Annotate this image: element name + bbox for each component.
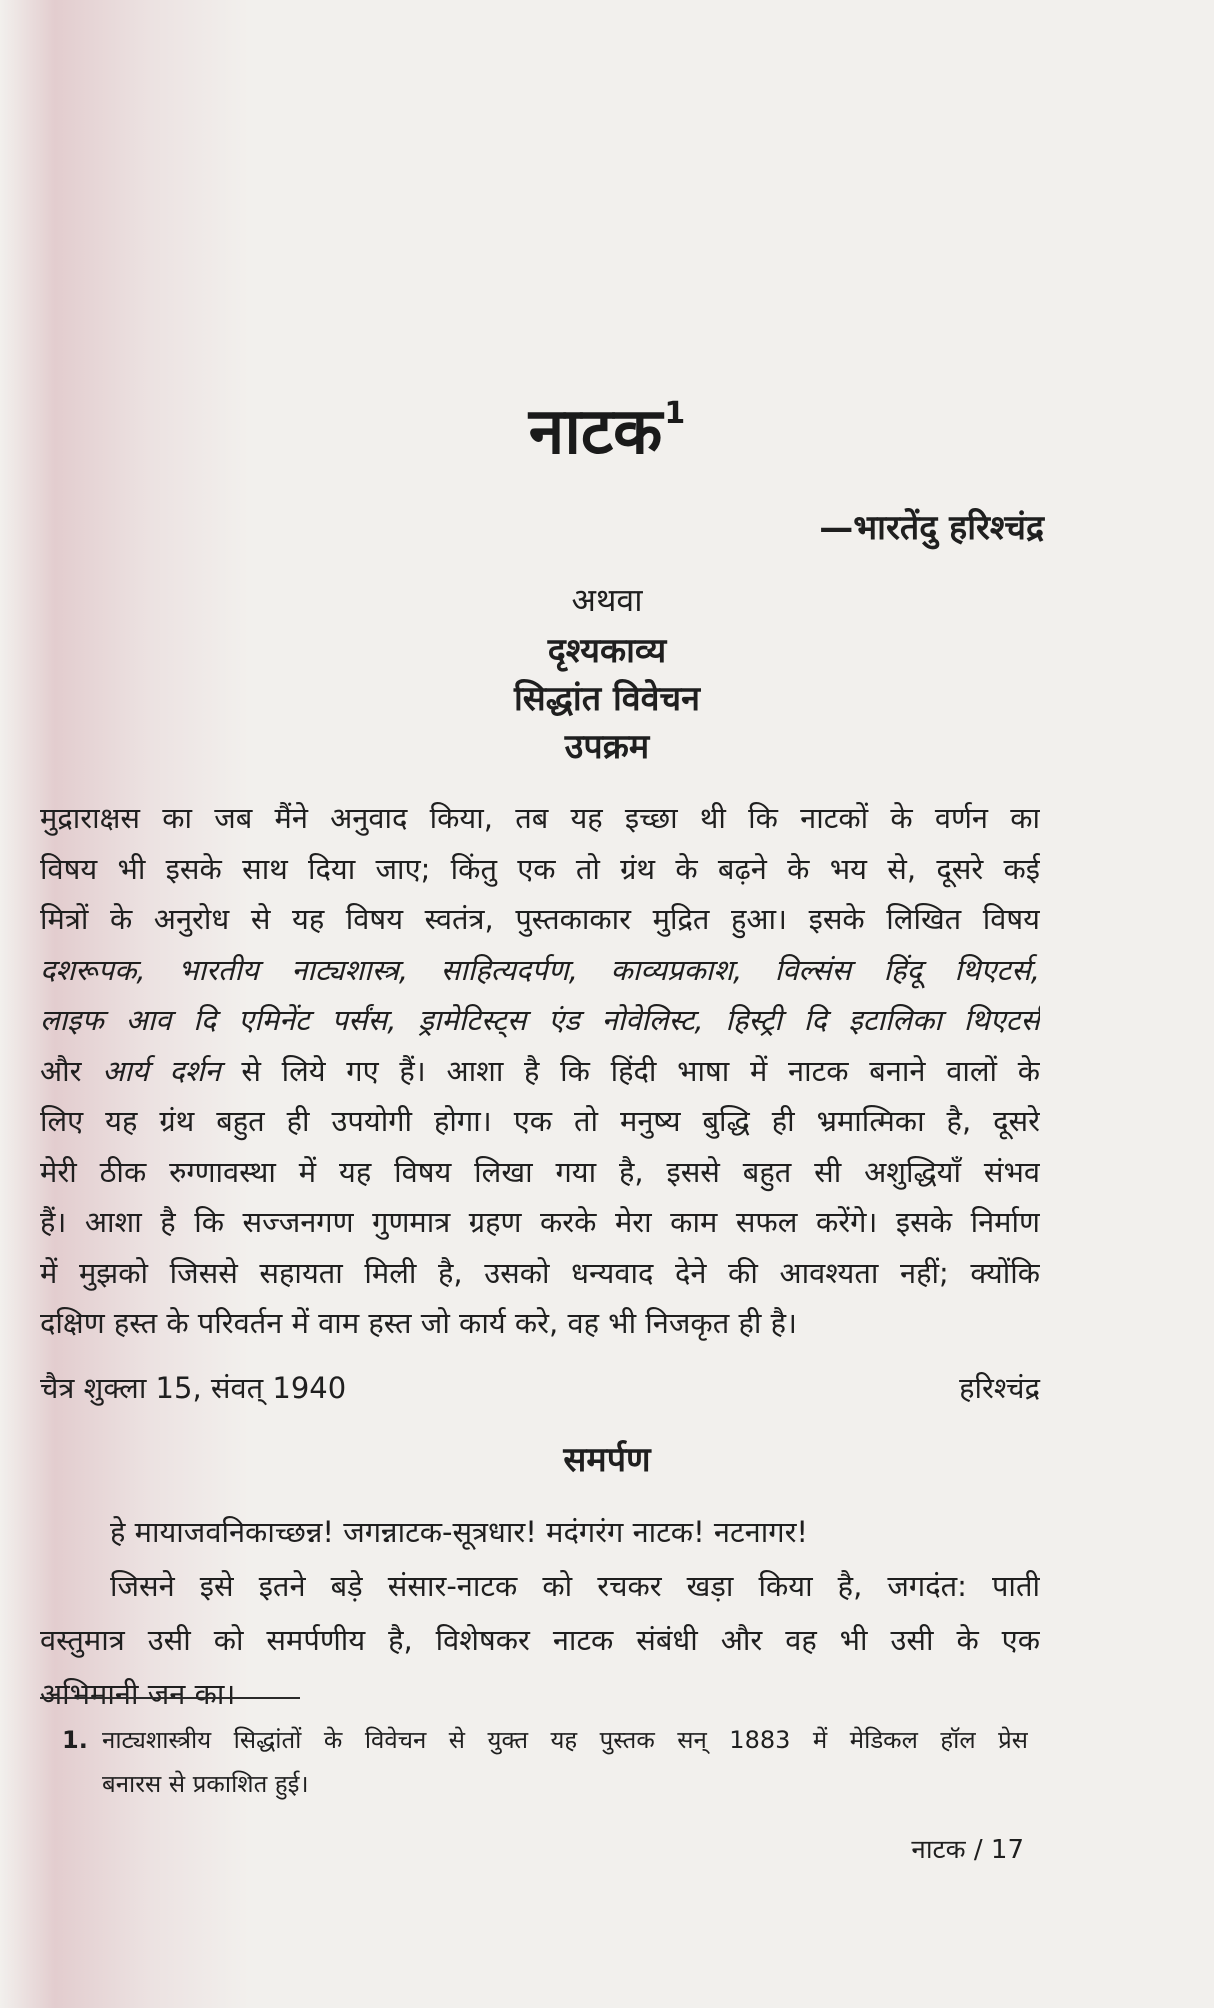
intro-line-6-italic: आर्य दर्शन	[102, 1053, 221, 1088]
dedication-line-2: जिसने इसे इतने बड़े संसार-नाटक को रचकर खड़ा किया है, जगदंत: पाती	[110, 1569, 1040, 1603]
intro-paragraph	[40, 793, 1040, 1349]
signature: हरिश्चंद्र	[959, 1371, 1040, 1405]
date-signature-row	[40, 1368, 1040, 1407]
intro-line-7: लिए यह ग्रंथ बहुत ही उपयोगी होगा। एक तो मनुष्य बुद्धि ही भ्रमात्मिका है, दूसरे	[40, 1104, 1040, 1138]
chapter-title-text: नाटक	[528, 395, 663, 469]
intro-line-10: में मुझको जिससे सहायता मिली है, उसको धन्यवाद देने की आवश्यता नहीं; क्योंकि	[40, 1255, 1040, 1290]
dedication-line-4: अभिमानी जन का।	[40, 1677, 236, 1711]
page-number: नाटक / 17	[911, 1835, 1024, 1865]
intro-line-4: दशरूपक, भारतीय नाट्यशास्त्र, साहित्यदर्पण, काव्यप्रकाश, विल्संस हिंदू थिएटर्स,	[40, 952, 1040, 987]
intro-line-3: मित्रों के अनुरोध से यह विषय स्वतंत्र, पुस्तकाकार मुद्रित हुआ। इसके लिखित विषय	[40, 902, 1040, 936]
footnote-line-1-text: नाट्यशास्त्रीय सिद्धांतों के विवेचन से युक्त यह पुस्तक सन् 1883 में मेडिकल हॉल प्रेस	[102, 1726, 1028, 1754]
intro-line-6-end: से लिये गए हैं। आशा है कि हिंदी भाषा में नाटक बनाने वालों के	[241, 1053, 1040, 1088]
intro-line-1: मुद्राराक्षस का जब मैंने अनुवाद किया, तब यह इच्छा थी कि नाटकों के वर्णन का	[40, 801, 1040, 835]
alternate-word: अथवा	[571, 581, 643, 619]
footnote-number: 1.	[62, 1726, 88, 1754]
intro-line-5: लाइफ आव दि एमिनेंट पर्संस, ड्रामेटिस्ट्स एंड नोवेलिस्ट, हिस्ट्री दि इटालिका थिएटर्स	[40, 1003, 1040, 1037]
footnote-line-1	[62, 1718, 1028, 1762]
intro-line-8: मेरी ठीक रुग्णावस्था में यह विषय लिखा गया है, इससे बहुत सी अशुद्धियाँ संभव	[40, 1154, 1040, 1189]
dedication-line-3: वस्तुमात्र उसी को समर्पणीय है, विशेषकर नाटक संबंधी और वह भी उसी के एक	[40, 1623, 1040, 1657]
subheadings	[0, 578, 1214, 770]
chapter-title	[0, 385, 1214, 472]
intro-line-2: विषय भी इसके साथ दिया जाए; किंतु एक तो ग्रंथ के बढ़ने के भय से, दूसरे कई	[40, 851, 1040, 886]
footnote	[62, 1718, 1028, 1806]
author-credit: —भारतेंदु हरिश्चंद्र	[819, 508, 1044, 548]
intro-line-6	[40, 1046, 1040, 1097]
dedication-paragraph	[40, 1505, 1040, 1721]
footnote-line-2: बनारस से प्रकाशित हुई।	[102, 1770, 309, 1798]
intro-line-9: हैं। आशा है कि सज्जनगण गुणमात्र ग्रहण करके मेरा काम सफल करेंगे। इसके निर्माण	[40, 1205, 1040, 1239]
dedication-line-1: हे मायाजवनिकाच्छन्न! जगन्नाटक-सूत्रधार! मदंगरंग नाटक! नटनागर!	[110, 1515, 809, 1549]
section-heading-upakram: उपक्रम	[564, 727, 650, 767]
intro-line-11: दक्षिण हस्त के परिवर्तन में वाम हस्त जो कार्य करे, वह भी निजकृत ही है।	[40, 1306, 797, 1340]
footnote-mark: 1	[664, 395, 686, 431]
intro-line-6-start: और	[40, 1053, 82, 1088]
footnote-divider	[40, 1697, 300, 1699]
subtitle-drishyakavya: दृश्यकाव्य	[547, 631, 667, 671]
date-line: चैत्र शुक्ला 15, संवत् 1940	[40, 1371, 347, 1405]
subtitle-siddhant: सिद्धांत विवेचन	[513, 679, 701, 719]
dedication-heading: समर्पण	[563, 1440, 651, 1480]
